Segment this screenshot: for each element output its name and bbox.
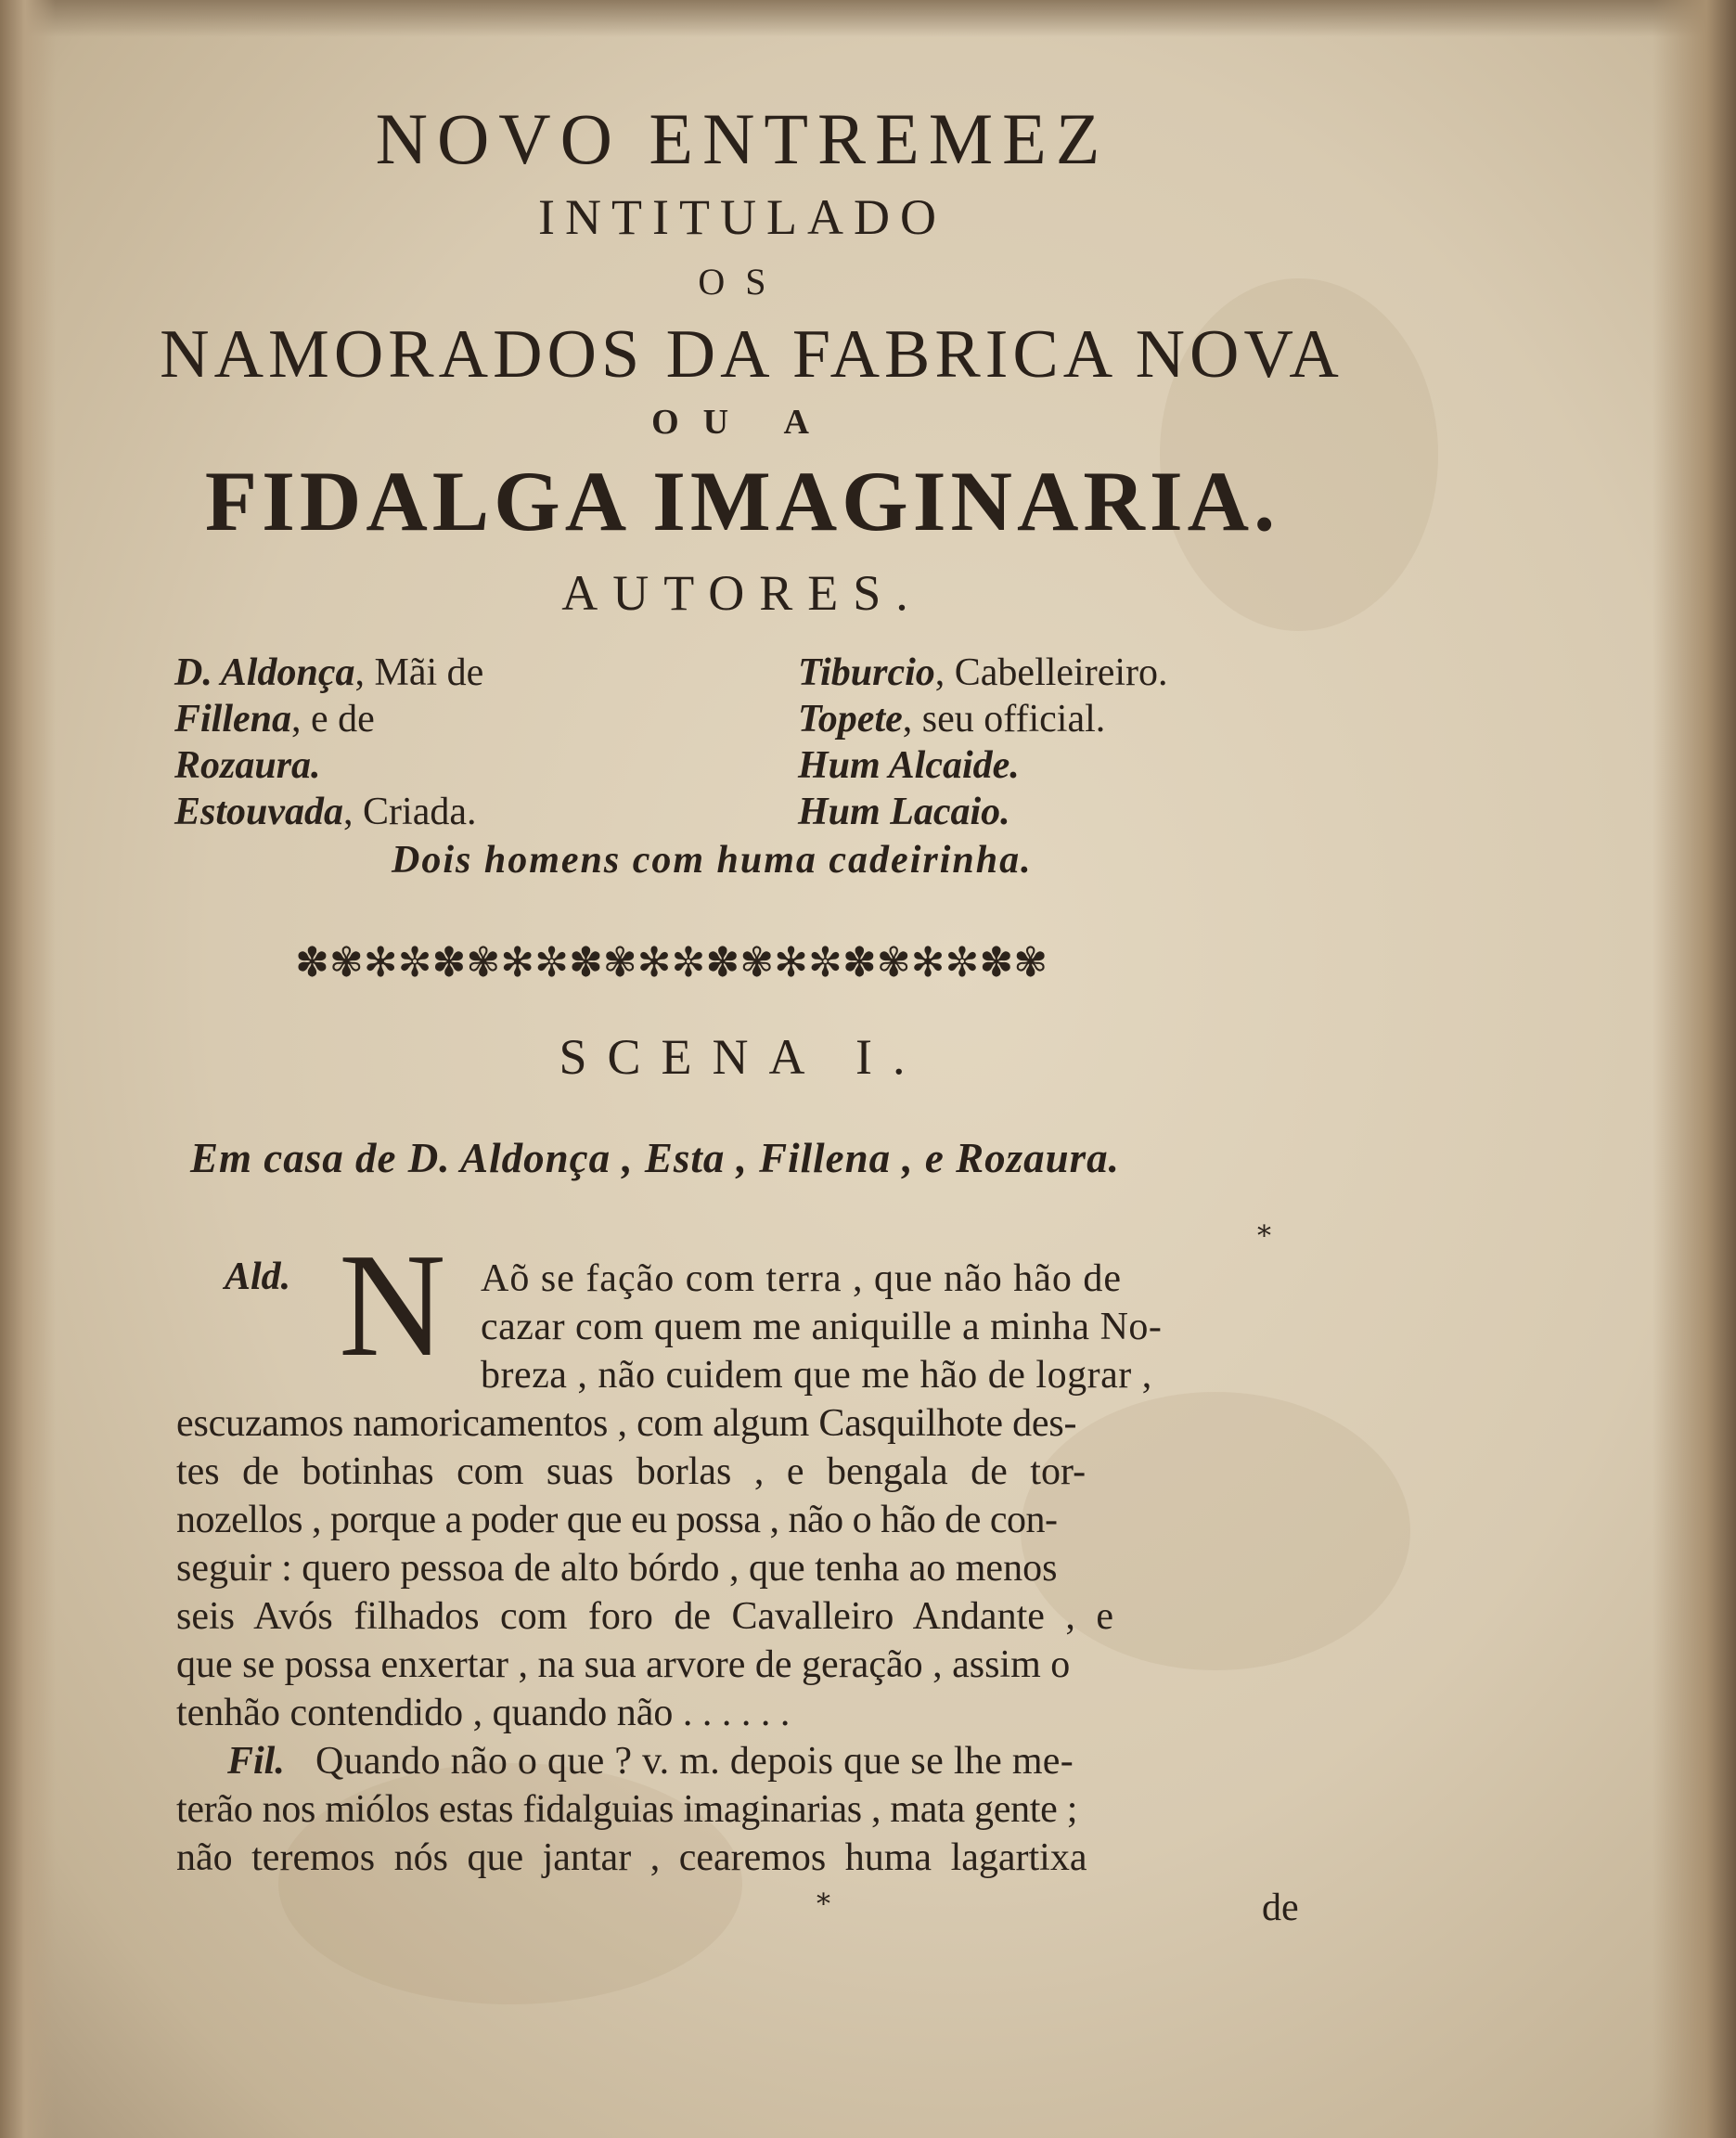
text-line: não teremos nós que jantar , cearemos huma lagartixa xyxy=(176,1836,1087,1879)
cast-entry: Topete, seu official. xyxy=(798,698,1106,741)
page-top-shadow xyxy=(0,0,1736,37)
cast-entry: Estouvada, Criada. xyxy=(174,791,477,833)
text-line: terão nos miólos estas fidalguias imaginarias , mata gente ; xyxy=(176,1788,1078,1831)
title-line-2: INTITULADO xyxy=(538,189,946,245)
title-line-3: OS xyxy=(698,261,787,303)
ornament-divider: ✽✾✻✼✽✾✻✼✽✾✻✼✽✾✻✼✽✾✻✼✽✾ xyxy=(295,940,1048,985)
text-line: cazar com quem me aniquille a minha No- xyxy=(481,1306,1163,1348)
scene-heading: SCENA I. xyxy=(559,1029,926,1085)
text-line: que se possa enxertar , na sua arvore de geração , assim o xyxy=(176,1643,1071,1686)
title-line-5: OU A xyxy=(651,403,833,442)
text-line: seguir : quero pessoa de alto bórdo , que tenha ao menos xyxy=(176,1547,1058,1590)
title-line-1: NOVO ENTREMEZ xyxy=(375,98,1110,179)
drop-cap: N xyxy=(339,1222,446,1387)
text-line: nozellos , porque a poder que eu possa , não o hão de con- xyxy=(176,1499,1058,1541)
text-line: escuzamos namoricamentos , com algum Casquilhote des- xyxy=(176,1402,1077,1445)
cast-entry: Tiburcio, Cabelleireiro. xyxy=(798,651,1168,694)
cast-entry-bottom: Dois homens com huma cadeirinha. xyxy=(392,839,1033,882)
cast-entry: Hum Alcaide. xyxy=(798,744,1020,787)
cast-entry: D. Aldonça, Mãi de xyxy=(174,651,484,694)
cast-list-right xyxy=(798,650,1168,835)
cast-entry: Hum Lacaio. xyxy=(798,791,1010,833)
cast-heading: AUTORES. xyxy=(561,565,923,621)
print-mark: ⁎ xyxy=(817,1880,830,1911)
catchword: de xyxy=(1262,1887,1299,1929)
page-right-edge xyxy=(1652,0,1736,2138)
cast-entry: Fillena, e de xyxy=(174,698,375,741)
title-line-4: NAMORADOS DA FABRICA NOVA xyxy=(160,316,1344,393)
cast-list-left xyxy=(174,650,483,835)
text-line: seis Avós filhados com foro de Cavalleiro Andante , e xyxy=(176,1595,1114,1638)
print-mark: ⁎ xyxy=(1257,1212,1271,1243)
title-line-6: FIDALGA IMAGINARIA. xyxy=(204,454,1280,548)
text-line: Quando não o que ? v. m. depois que se lhe me- xyxy=(315,1740,1074,1783)
stage-direction: Em casa de D. Aldonça , Esta , Fillena , e Rozaura. xyxy=(190,1135,1120,1181)
text-line: tenhão contendido , quando não . . . . . . xyxy=(176,1692,791,1734)
text-line: breza , não cuidem que me hão de lograr , xyxy=(481,1354,1152,1397)
speaker-fil: Fil. xyxy=(227,1740,285,1783)
text-line: tes de botinhas com suas borlas , e bengala de tor- xyxy=(176,1450,1087,1493)
cast-entry: Rozaura. xyxy=(174,744,321,787)
text-line: Aõ se fação com terra , que não hão de xyxy=(481,1257,1123,1300)
speaker-ald: Ald. xyxy=(225,1256,291,1298)
